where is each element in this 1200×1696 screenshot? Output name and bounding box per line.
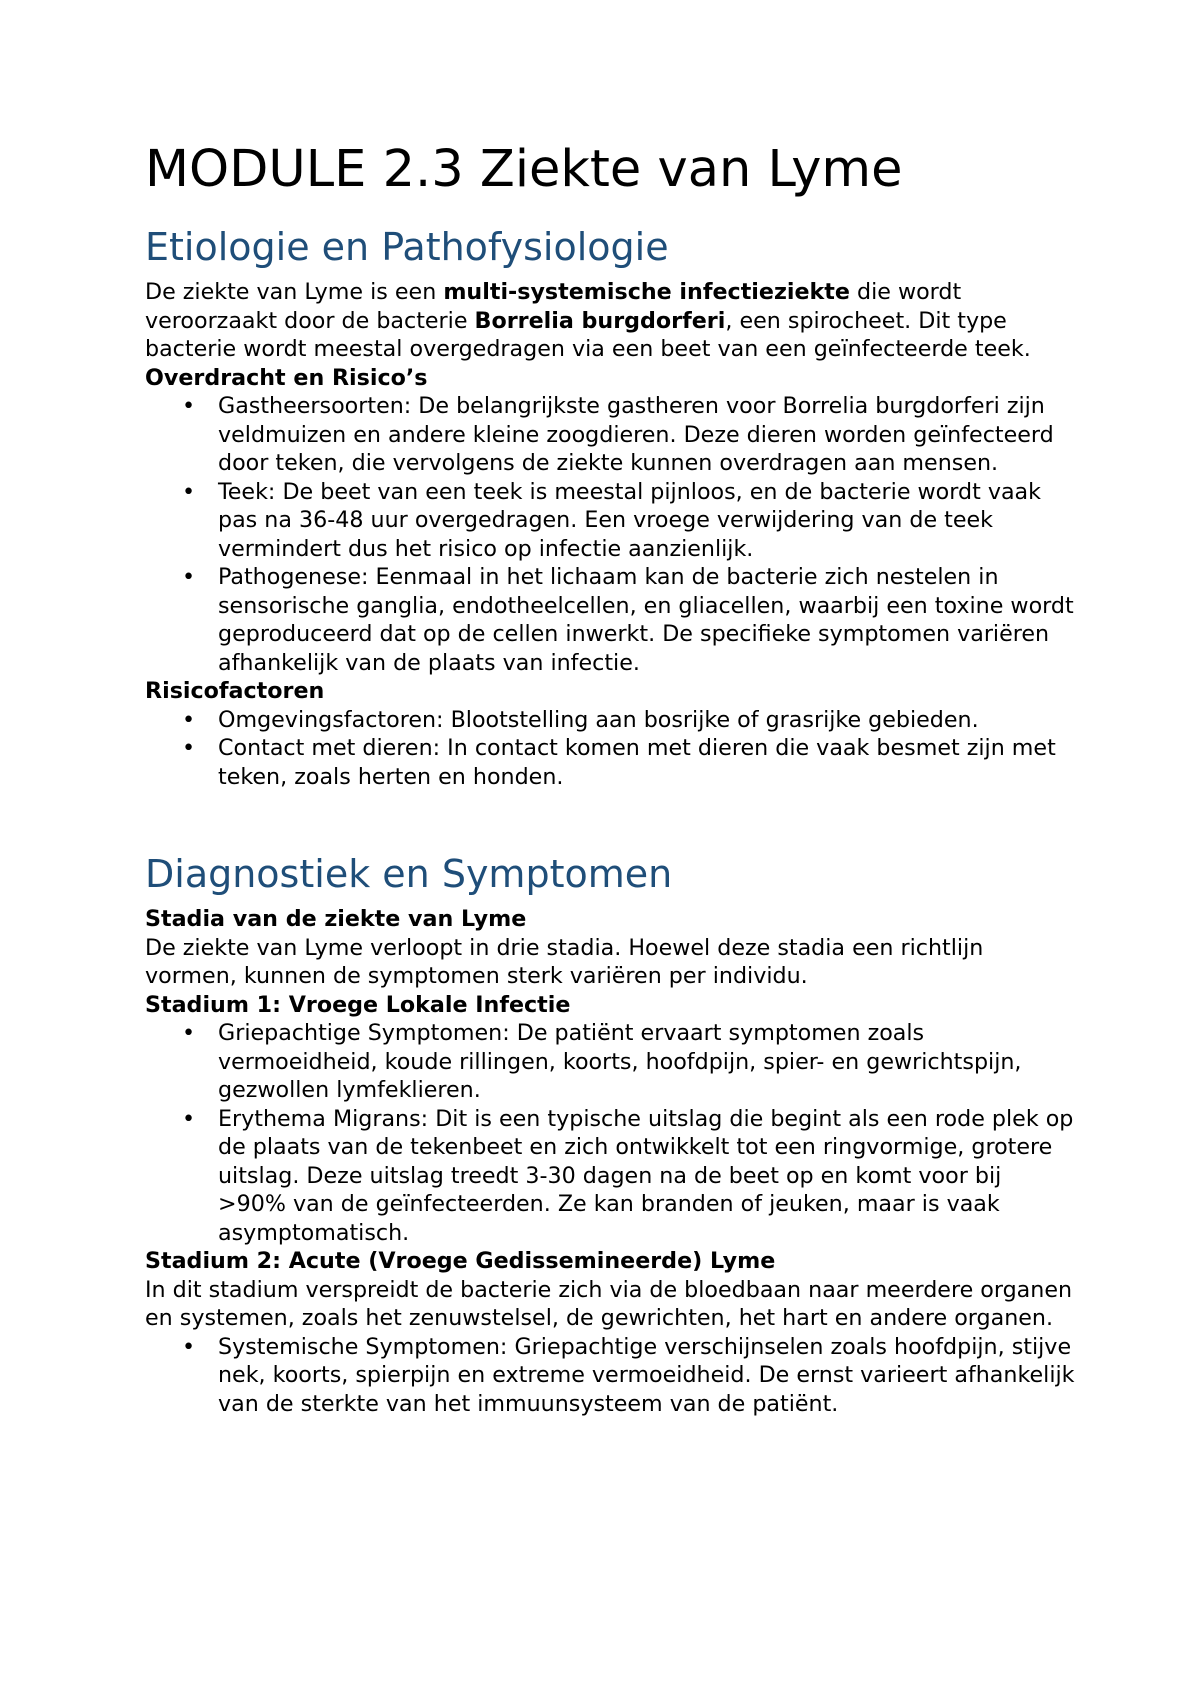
intro-text-3: , een spirocheet. Dit type bacterie wordt meestal overgedragen via een beet van een geïnfecteerde teek. — [145, 307, 1031, 362]
stadium-2-list — [145, 1333, 1075, 1419]
list-item: • Omgevingsfactoren: Blootstelling aan bosrijke of grasrijke gebieden. — [218, 706, 1075, 735]
subheading-stadium-1: Stadium 1: Vroege Lokale Infectie — [145, 991, 571, 1018]
list-item: • Griepachtige Symptomen: De patiënt ervaart symptomen zoals vermoeidheid, koude rillingen, koorts, hoofdpijn, spier- en gewrichtspijn, gezwollen lymfeklieren. — [218, 1019, 1075, 1105]
list-item: • Erythema Migrans: Dit is een typische uitslag die begint als een rode plek op de plaats van de tekenbeet en zich ontwikkelt tot een ringvormige, grotere uitslag. Deze uitslag treedt 3-30 dagen na de beet op en komt voor bij >90% van de geïnfecteerden. Ze kan branden of jeuken, maar is vaak asymptomatisch. — [218, 1105, 1075, 1248]
stadia-paragraph: De ziekte van Lyme verloopt in drie stadia. Hoewel deze stadia een richtlijn vormen, kunnen de symptomen sterk variëren per individu. — [145, 934, 984, 989]
intro-text-2: die wordt veroorzaakt door de bacterie — [145, 279, 962, 334]
document-body — [145, 140, 1075, 1418]
intro-paragraph — [145, 278, 1075, 364]
intro-bold-1: multi-systemische infectieziekte — [443, 279, 850, 305]
subheading-risicofactoren: Risicofactoren — [145, 678, 325, 704]
stadium-1-list — [145, 1019, 1075, 1247]
subheading-stadium-2: Stadium 2: Acute (Vroege Gedissemineerde) Lyme — [145, 1248, 776, 1274]
document-title: MODULE 2.3 Ziekte van Lyme — [145, 140, 903, 199]
stadium-2-paragraph: In dit stadium verspreidt de bacterie zich via de bloedbaan naar meerdere organen en systemen, zoals het zenuwstelsel, de gewrichten, het hart en andere organen. — [145, 1276, 1073, 1331]
intro-text-1: De ziekte van Lyme is een — [145, 279, 444, 305]
subheading-stadia: Stadia van de ziekte van Lyme — [145, 906, 527, 932]
heading-diagnostiek: Diagnostiek en Symptomen — [145, 852, 673, 896]
overdracht-list — [145, 392, 1075, 677]
intro-bold-2: Borrelia burgdorferi — [474, 307, 726, 334]
list-item: • Contact met dieren: In contact komen met dieren die vaak besmet zijn met teken, zoals herten en honden. — [218, 734, 1075, 791]
subheading-overdracht: Overdracht en Risico’s — [145, 364, 428, 391]
heading-etiologie: Etiologie en Pathofysiologie — [145, 225, 669, 269]
list-item: • Gastheersoorten: De belangrijkste gastheren voor Borrelia burgdorferi zijn veldmuizen en andere kleine zoogdieren. Deze dieren worden geïnfecteerd door teken, die vervolgens de ziekte kunnen overdragen aan mensen. — [218, 392, 1075, 478]
list-item: • Pathogenese: Eenmaal in het lichaam kan de bacterie zich nestelen in sensorische ganglia, endotheelcellen, en gliacellen, waarbij een toxine wordt geproduceerd dat op de cellen inwerkt. De specifieke symptomen variëren afhankelijk van de plaats van infectie. — [218, 563, 1075, 677]
risicofactoren-list — [145, 706, 1075, 792]
list-item: • Teek: De beet van een teek is meestal pijnloos, en de bacterie wordt vaak pas na 36-48 uur overgedragen. Een vroege verwijdering van de teek vermindert dus het risico op infectie aanzienlijk. — [218, 478, 1075, 564]
list-item: • Systemische Symptomen: Griepachtige verschijnselen zoals hoofdpijn, stijve nek, koorts, spierpijn en extreme vermoeidheid. De ernst varieert afhankelijk van de sterkte van het immuunsysteem van de patiënt. — [218, 1333, 1075, 1419]
